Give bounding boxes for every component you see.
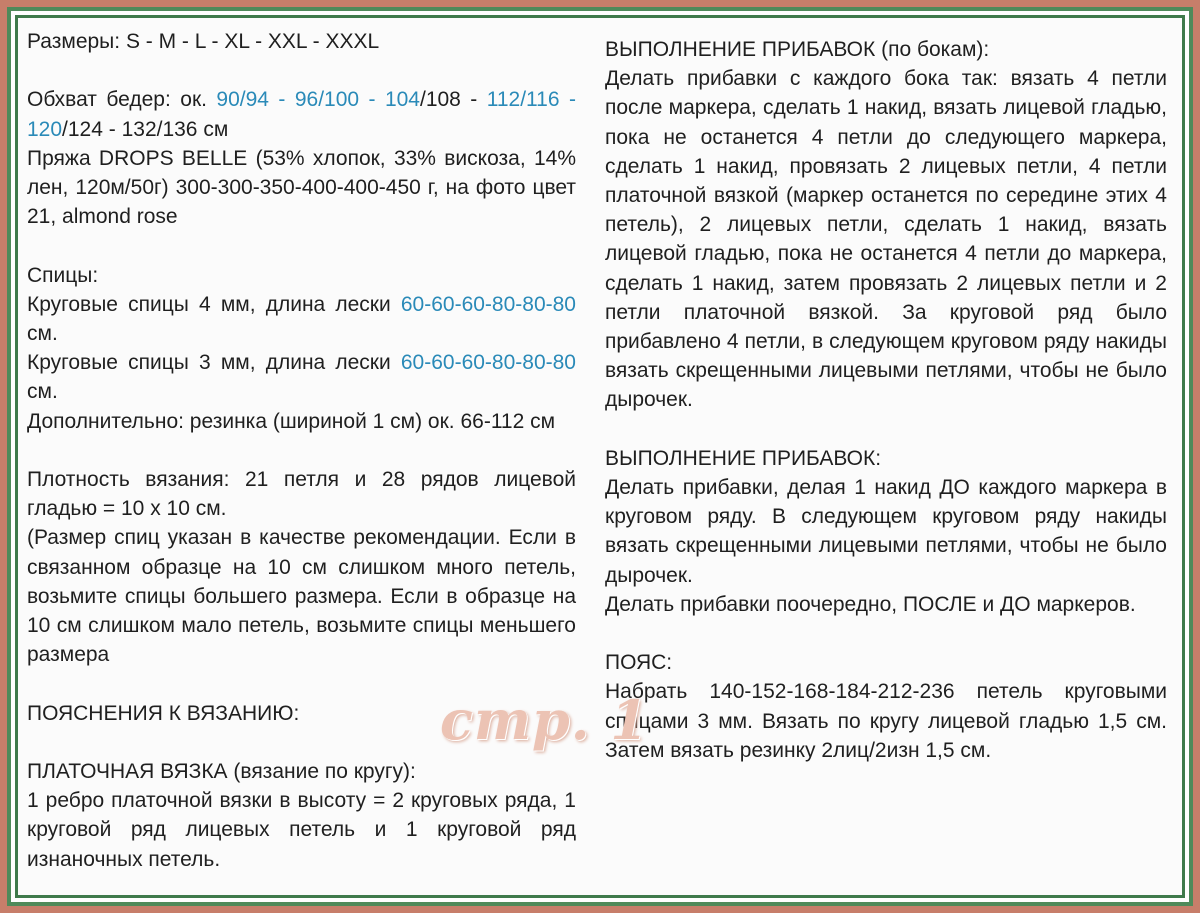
hip-label: Обхват бедер: ок.: [27, 88, 217, 112]
gauge: Плотность вязания: 21 петля и 28 рядов лицевой гладью = 10 х 10 см.: [27, 468, 576, 521]
yarn-info: Пряжа DROPS BELLE (53% хлопок, 33% вискоза, 14% лен, 120м/50г) 300-300-350-400-400-450 г, на фото цвет 21, almond rose: [27, 146, 576, 229]
hip-sizes-mid: /108 -: [419, 88, 487, 112]
hip-sizes-highlight-1: 90/94 - 96/100 - 104: [216, 88, 420, 112]
needle-3mm-lengths: 60-60-60-80-80-80: [400, 351, 576, 375]
needle-3mm-label: Круговые спицы 3 мм, длина лески: [27, 351, 401, 375]
right-column: [605, 35, 1167, 895]
hip-measure: [27, 85, 576, 143]
needle-3mm: [27, 348, 576, 406]
increases-sides-title: ВЫПОЛНЕНИЕ ПРИБАВОК (по бокам):: [605, 38, 990, 61]
increases-title: ВЫПОЛНЕНИЕ ПРИБАВОК:: [605, 446, 882, 470]
increases-text: Делать прибавки, делая 1 накид ДО каждого маркера в круговом ряду. В следующем круговом ряду накиды вязать скрещенными лицевыми петлями, чтобы не было дырочек.: [605, 476, 1167, 587]
needle-3mm-unit: см.: [27, 380, 58, 404]
needle-4mm-lengths: 60-60-60-80-80-80: [400, 292, 576, 316]
frame-border: [11, 11, 1189, 902]
needle-4mm-label: Круговые спицы 4 мм, длина лески: [27, 292, 401, 316]
waistband-text: Набрать 140-152-168-184-212-236 петель круговыми спицами 3 мм. Вязать по кругу лицевой гладью 1,5 см. Затем вязать резинку 2лиц/2изн 1,5 см.: [605, 680, 1167, 762]
waistband-title: ПОЯС:: [605, 651, 673, 675]
garter-title: ПЛАТОЧНАЯ ВЯЗКА (вязание по кругу):: [27, 760, 416, 783]
left-column: [27, 27, 576, 895]
gauge-note: (Размер спиц указан в качестве рекомендации. Если в связанном образце на 10 см слишком много петель, возьмите спицы большего размера. Если в образце на 10 см слишком мало петель, возьмите спицы меньшего размера: [27, 526, 576, 667]
page-number-watermark: стр. 1: [440, 688, 649, 752]
increases-alternate: Делать прибавки поочередно, ПОСЛЕ и ДО маркеров.: [605, 592, 1136, 616]
page-frame: [7, 7, 1193, 906]
explanations-title: ПОЯСНЕНИЯ К ВЯЗАНИЮ:: [27, 701, 300, 725]
increases-sides-text: Делать прибавки с каждого бока так: вязать 4 петли после маркера, сделать 1 накид, вязать лицевой гладью, пока не останется 4 петли до следующего маркера, сделать 1 накид, провязать 2 лицевых петли, 4 петли платочной вязкой (маркер останется по середине этих 4 петель), 2 лицевых петли, сделать 1 накид, вязать лицевой гладью, пока не останется 4 петли до маркера, сделать 1 накид, затем провязать 2 лицевых петли и 2 петли платочной вязкой. За круговой ряд было прибавлено 4 петли, в следующем круговом ряду накиды вязать скрещенными лицевыми петлями, чтобы не было дырочек.: [605, 67, 1167, 412]
hip-sizes-rest: /124 - 132/136 см: [62, 117, 229, 141]
page-paper: [18, 18, 1182, 895]
extra-materials: Дополнительно: резинка (шириной 1 см) ок. 66-112 см: [27, 409, 556, 433]
needles-title: Спицы:: [27, 263, 99, 287]
needle-4mm-unit: см.: [27, 322, 58, 345]
sizes-line: Размеры: S - M - L - XL - XXL - XXXL: [27, 30, 380, 53]
garter-text: 1 ребро платочной вязки в высоту = 2 круговых ряда, 1 круговой ряд лицевых петель и 1 круговой ряд изнаночных петель.: [27, 789, 576, 871]
needle-4mm: [27, 290, 576, 348]
hip-sizes-highlight-2: 112/116 - 120: [27, 88, 576, 141]
frame-inner-border: [15, 15, 1185, 898]
